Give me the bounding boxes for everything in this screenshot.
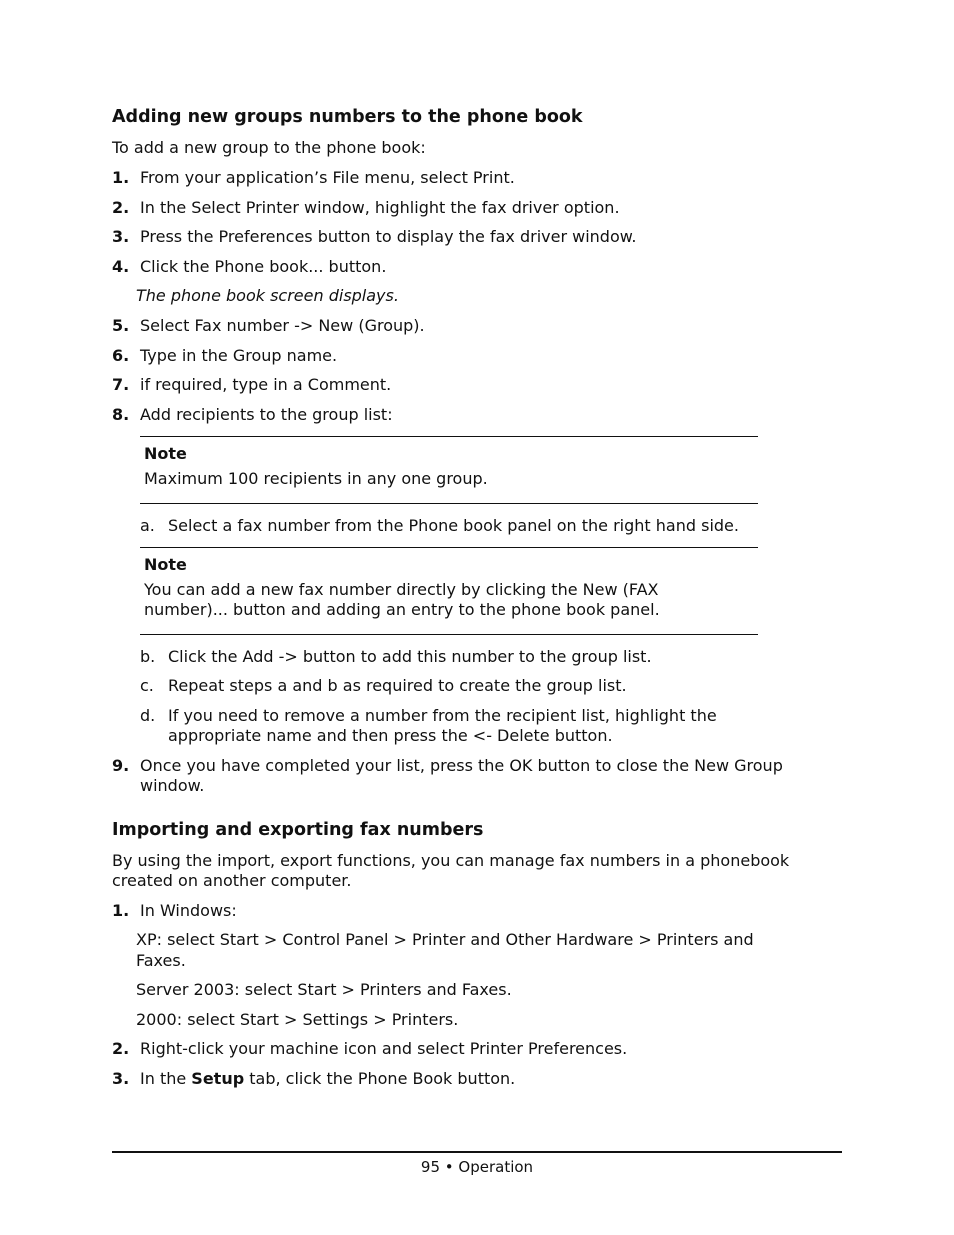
step-text: Select Fax number -> New (Group). [140, 316, 425, 335]
step-text [140, 1069, 515, 1089]
note-text-line: You can add a new fax number directly by clicking the New (FAX [144, 580, 659, 599]
footer-section: Operation [458, 1158, 534, 1176]
section-intro-line: created on another computer. [112, 871, 352, 890]
step-text-line: window. [140, 776, 205, 795]
step-number: 4. [112, 257, 130, 276]
step-text: Click the Phone book... button. [140, 257, 387, 276]
step-4-result: The phone book screen displays. [136, 286, 399, 305]
step-text: In Windows: [140, 901, 237, 920]
note-bottom-rule [140, 634, 758, 635]
server2003-instructions: Server 2003: select Start > Printers and Faxes. [136, 980, 512, 999]
substep-text-line: If you need to remove a number from the recipient list, highlight the [168, 706, 717, 725]
substep-text: Select a fax number from the Phone book panel on the right hand side. [168, 516, 739, 535]
step-text: From your application’s File menu, select Print. [140, 168, 515, 187]
step-text: Press the Preferences button to display the fax driver window. [140, 227, 637, 246]
substep-text: Repeat steps a and b as required to create the group list. [168, 676, 627, 695]
section-heading-import-export: Importing and exporting fax numbers [112, 820, 484, 840]
footer-separator: • [440, 1158, 459, 1176]
substep-letter: b. [140, 647, 156, 666]
step-number: 9. [112, 756, 130, 775]
win2000-instructions: 2000: select Start > Settings > Printers. [136, 1010, 459, 1029]
note-title: Note [144, 444, 187, 463]
substep-text: Click the Add -> button to add this number to the group list. [168, 647, 652, 666]
step-text: In the Select Printer window, highlight the fax driver option. [140, 198, 620, 217]
note-top-rule [140, 436, 758, 437]
note-top-rule [140, 547, 758, 548]
step-text-post: tab, click the Phone Book button. [244, 1069, 516, 1088]
note-text: Maximum 100 recipients in any one group. [144, 469, 488, 488]
step-number: 8. [112, 405, 130, 424]
page-footer [0, 1157, 954, 1177]
step-number: 2. [112, 1039, 130, 1058]
setup-tab-name: Setup [191, 1069, 245, 1088]
step-text: Right-click your machine icon and select Printer Preferences. [140, 1039, 628, 1058]
section-intro-line: By using the import, export functions, you can manage fax numbers in a phonebook [112, 851, 790, 870]
substep-letter: d. [140, 706, 156, 725]
note-bottom-rule [140, 503, 758, 504]
substep-letter: c. [140, 676, 154, 695]
footer-rule [112, 1151, 842, 1153]
step-text-pre: In the [140, 1069, 192, 1088]
step-number: 3. [112, 227, 130, 246]
xp-instructions-line: Faxes. [136, 951, 186, 970]
note-title: Note [144, 555, 187, 574]
step-text: Type in the Group name. [140, 346, 338, 365]
page-number: 95 [420, 1158, 441, 1176]
step-text: Add recipients to the group list: [140, 405, 393, 424]
note-text-line: number)... button and adding an entry to the phone book panel. [144, 600, 660, 619]
substep-text-line: appropriate name and then press the <- Delete button. [168, 726, 613, 745]
step-number: 1. [112, 168, 130, 187]
section-heading-add-groups: Adding new groups numbers to the phone book [112, 107, 583, 127]
section-intro: To add a new group to the phone book: [112, 138, 426, 157]
step-number: 7. [112, 375, 130, 394]
step-number: 6. [112, 346, 130, 365]
step-number: 1. [112, 901, 130, 920]
xp-instructions-line: XP: select Start > Control Panel > Printer and Other Hardware > Printers and [136, 930, 754, 949]
step-number: 2. [112, 198, 130, 217]
step-text-line: Once you have completed your list, press the OK button to close the New Group [140, 756, 783, 775]
step-text: if required, type in a Comment. [140, 375, 392, 394]
step-number: 5. [112, 316, 130, 335]
step-number: 3. [112, 1069, 130, 1088]
substep-letter: a. [140, 516, 155, 535]
